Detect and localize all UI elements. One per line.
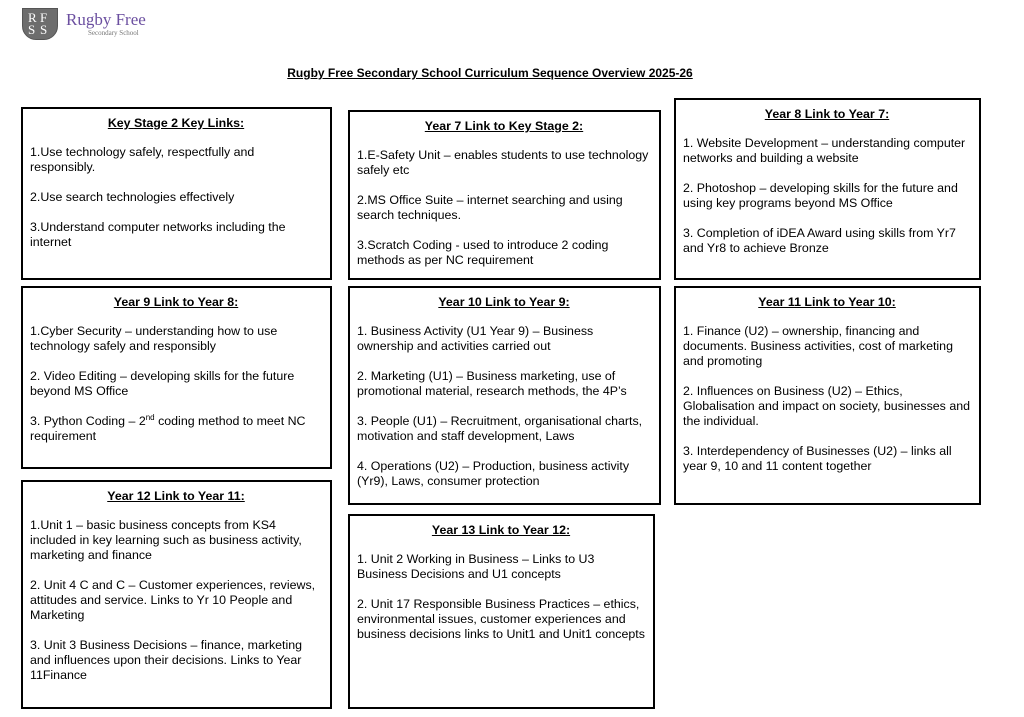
box-item: 2.MS Office Suite – internet searching and using search techniques.: [357, 193, 623, 222]
logo-school-name: Rugby Free: [66, 10, 146, 29]
box-year-11: [674, 286, 981, 505]
box-item: 2. Video Editing – developing skills for the future beyond MS Office: [30, 369, 295, 398]
box-item: 4. Operations (U2) – Production, business activity (Yr9), Laws, consumer protection: [357, 459, 630, 488]
box-item: 3. Interdependency of Businesses (U2) – links all year 9, 10 and 11 content together: [683, 444, 952, 473]
box-year-7: [348, 110, 661, 280]
box-item: 1.E-Safety Unit – enables students to use technology safely etc: [357, 148, 649, 177]
box-item: 1. Website Development – understanding computer networks and building a website: [683, 136, 966, 165]
box-heading: Year 13 Link to Year 12:: [431, 523, 571, 537]
box-year-9: [21, 286, 332, 469]
box-item: 3.Scratch Coding - used to introduce 2 coding methods as per NC requirement: [357, 238, 609, 267]
box-item: 3. Python Coding – 2nd coding method to meet NC requirement: [30, 412, 306, 443]
school-crest-icon: R F S S: [22, 8, 58, 40]
box-year-8: [674, 98, 981, 280]
box-item: 1. Business Activity (U1 Year 9) – Business ownership and activities carried out: [357, 324, 594, 353]
school-logo: [22, 8, 146, 40]
box-key-stage-2: [21, 107, 332, 280]
box-item: 1.Cyber Security – understanding how to use technology safely and responsibly: [30, 324, 278, 353]
box-heading: Year 11 Link to Year 10:: [758, 295, 896, 309]
box-item: 2. Unit 17 Responsible Business Practices – ethics, environmental issues, customer experiences and business decisions links to Unit1 and Unit1 concepts: [357, 597, 645, 641]
box-item: 3. Completion of iDEA Award using skills from Yr7 and Yr8 to achieve Bronze: [683, 226, 956, 255]
box-item: 2. Unit 4 C and C – Customer experiences, reviews, attitudes and service. Links to Yr 10 People and Marketing: [30, 578, 316, 622]
box-year-10: [348, 286, 661, 505]
box-item: 2. Influences on Business (U2) – Ethics, Globalisation and impact on society, businesses and the individual.: [683, 384, 970, 428]
logo-subtitle: Secondary School: [88, 29, 139, 37]
box-heading: Year 12 Link to Year 11:: [107, 489, 245, 503]
box-item: 1. Finance (U2) – ownership, financing and documents. Business activities, cost of marketing and promoting: [683, 324, 953, 368]
box-heading: Year 7 Link to Key Stage 2:: [424, 119, 584, 133]
box-item: 2.Use search technologies effectively: [30, 190, 235, 204]
box-item: 2. Photoshop – developing skills for the future and using key programs beyond MS Office: [683, 181, 958, 210]
box-item: 1.Use technology safely, respectfully and responsibly.: [30, 145, 255, 174]
box-item: 1. Unit 2 Working in Business – Links to U3 Business Decisions and U1 concepts: [357, 552, 595, 581]
box-item: 2. Marketing (U1) – Business marketing, use of promotional material, research methods, the 4P’s: [357, 369, 627, 398]
box-item: 3.Understand computer networks including the internet: [30, 220, 286, 249]
box-year-12: [21, 480, 332, 709]
box-heading: Year 10 Link to Year 9:: [438, 295, 570, 309]
box-item: 3. Unit 3 Business Decisions – finance, marketing and influences upon their decisions. Links to Year 11Finance: [30, 638, 303, 682]
page-title: Rugby Free Secondary School Curriculum Sequence Overview 2025-26: [287, 66, 693, 80]
box-heading: Key Stage 2 Key Links:: [107, 116, 245, 130]
box-heading: Year 8 Link to Year 7:: [764, 107, 890, 121]
box-item: 3. People (U1) – Recruitment, organisational charts, motivation and staff development, Laws: [357, 414, 643, 443]
box-item: 1.Unit 1 – basic business concepts from KS4 included in key learning such as business activity, marketing and finance: [30, 518, 302, 562]
box-year-13: [348, 514, 655, 709]
box-heading: Year 9 Link to Year 8:: [113, 295, 239, 309]
